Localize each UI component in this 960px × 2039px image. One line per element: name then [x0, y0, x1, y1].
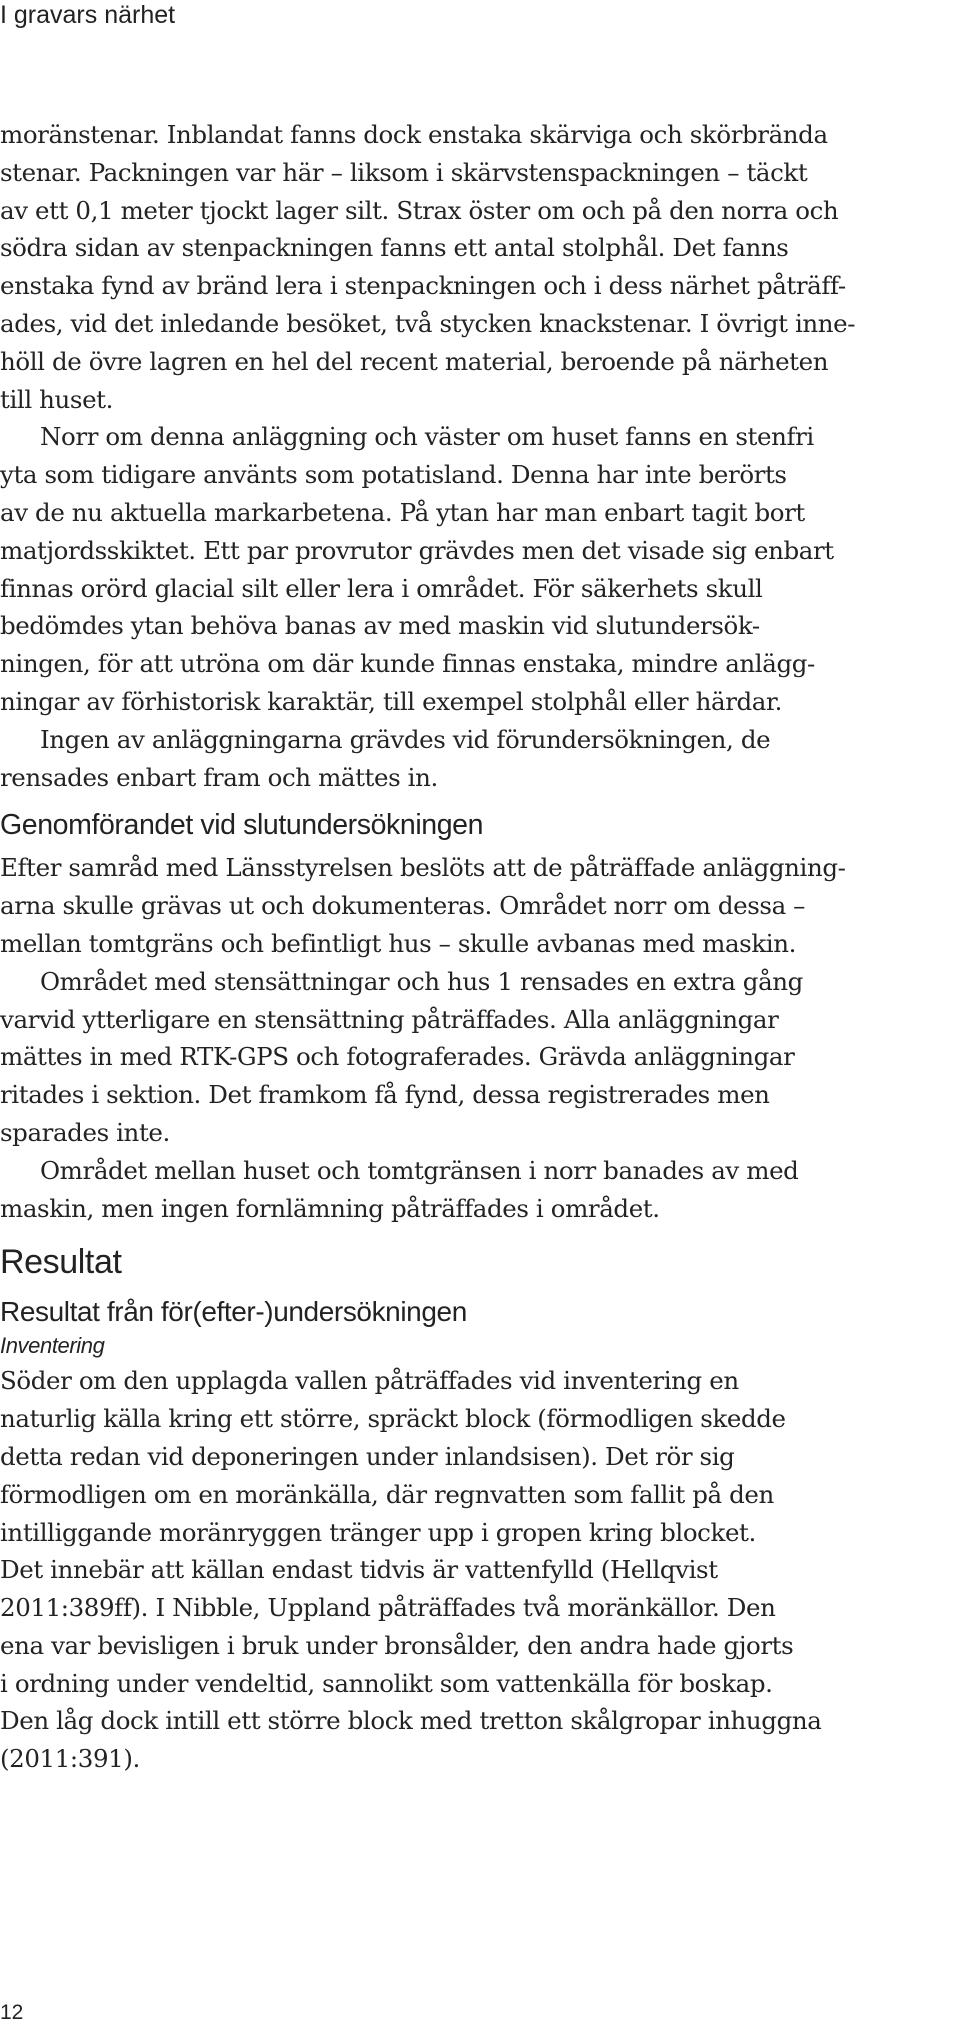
- text-line: ningen, för att utröna om där kunde finnas enstaka, mindre anlägg-: [0, 649, 815, 679]
- text-line: matjordsskiktet. Ett par provrutor grävdes men det visade sig enbart: [0, 535, 834, 565]
- text-line: ena var bevisligen i bruk under bronsålder, den andra hade gjorts: [0, 1630, 794, 1660]
- text-line: stenar. Packningen var här – liksom i skärvstenspackningen – täckt: [0, 157, 808, 187]
- text-line: maskin, men ingen fornlämning påträffades i området.: [0, 1193, 660, 1223]
- text-line: till huset.: [0, 384, 114, 414]
- text-line: Söder om den upplagda vallen påträffades vid inventering en: [0, 1366, 739, 1396]
- text-line: rensades enbart fram och mättes in.: [0, 762, 438, 792]
- chapter-heading: Resultat: [0, 1243, 122, 1282]
- text-line: ningar av förhistorisk karaktär, till exempel stolphål eller härdar.: [0, 686, 783, 716]
- text-line: Efter samråd med Länsstyrelsen beslöts att de påträffade anläggning-: [0, 853, 846, 883]
- text-line: intilliggande moränryggen tränger upp i gropen kring blocket.: [0, 1517, 756, 1547]
- text-line: naturlig källa kring ett större, spräckt block (förmodligen skedde: [0, 1404, 786, 1434]
- text-line: 2011:389ff). I Nibble, Uppland påträffades två moränkällor. Den: [0, 1593, 776, 1623]
- section-heading: Genomförandet vid slutundersökningen: [0, 809, 484, 842]
- paragraph-inventering: [0, 1362, 960, 1778]
- text-line: detta redan vid deponeringen under inlandsisen). Det rör sig: [0, 1441, 735, 1471]
- text-line: varvid ytterligare en stensättning påträffades. Alla anläggningar: [0, 1004, 779, 1034]
- text-line: av de nu aktuella markarbetena. På ytan har man enbart tagit bort: [0, 497, 805, 527]
- text-line: Ingen av anläggningarna grävdes vid förundersökningen, de: [40, 724, 771, 754]
- text-line: moränstenar. Inblandat fanns dock enstaka skärviga och skörbrända: [0, 120, 828, 149]
- subsection-heading: Resultat från för(efter-)undersökningen: [0, 1296, 467, 1328]
- text-line: enstaka fynd av bränd lera i stenpackningen och i dess närhet påträff-: [0, 271, 846, 301]
- text-line: södra sidan av stenpackningen fanns ett antal stolphål. Det fanns: [0, 233, 789, 263]
- text-line: Området mellan huset och tomtgränsen i norr banades av med: [40, 1155, 799, 1185]
- text-line: Området med stensättningar och hus 1 rensades en extra gång: [40, 966, 803, 996]
- paragraph-anlaggningar: [0, 721, 960, 797]
- text-line: yta som tidigare använts som potatisland. Denna har inte berörts: [0, 460, 787, 490]
- text-line: i ordning under vendeltid, sannolikt som vattenkälla för boskap.: [0, 1668, 773, 1698]
- paragraph-continued: [0, 116, 960, 418]
- text-line: (2011:391).: [0, 1744, 140, 1774]
- text-line: bedömdes ytan behöva banas av med maskin vid slutundersök-: [0, 611, 760, 641]
- text-line: ades, vid det inledande besöket, två stycken knackstenar. I övrigt inne-: [0, 308, 856, 338]
- text-line: arna skulle grävas ut och dokumenteras. Området norr om dessa –: [0, 891, 806, 921]
- subsubsection-heading: Inventering: [0, 1333, 105, 1359]
- text-line: mättes in med RTK-GPS och fotograferades. Grävda anläggningar: [0, 1042, 795, 1072]
- text-line: av ett 0,1 meter tjockt lager silt. Strax öster om och på den norra och: [0, 195, 839, 225]
- text-line: sparades inte.: [0, 1117, 170, 1147]
- body-text: [0, 116, 960, 1778]
- text-line: ritades i sektion. Det framkom få fynd, dessa registrerades men: [0, 1080, 770, 1110]
- text-line: mellan tomtgräns och befintligt hus – skulle avbanas med maskin.: [0, 928, 796, 958]
- text-line: Den låg dock intill ett större block med tretton skålgropar inhuggna: [0, 1706, 822, 1736]
- text-line: Norr om denna anläggning och väster om huset fanns en stenfri: [40, 422, 814, 452]
- text-line: höll de övre lagren en hel del recent material, beroende på närheten: [0, 346, 829, 376]
- text-line: finnas orörd glacial silt eller lera i området. För säkerhets skull: [0, 573, 763, 603]
- paragraph-stensattningar: [0, 963, 960, 1152]
- running-header: I gravars närhet: [0, 1, 176, 29]
- paragraph-tomtgransen: [0, 1152, 960, 1228]
- paragraph-potatisland: [0, 418, 960, 720]
- text-line: förmodligen om en moränkälla, där regnvatten som fallit på den: [0, 1479, 774, 1509]
- paragraph-samrad: [0, 849, 960, 962]
- page-number: 12: [0, 2001, 24, 2024]
- text-line: Det innebär att källan endast tidvis är vattenfylld (Hellqvist: [0, 1555, 718, 1585]
